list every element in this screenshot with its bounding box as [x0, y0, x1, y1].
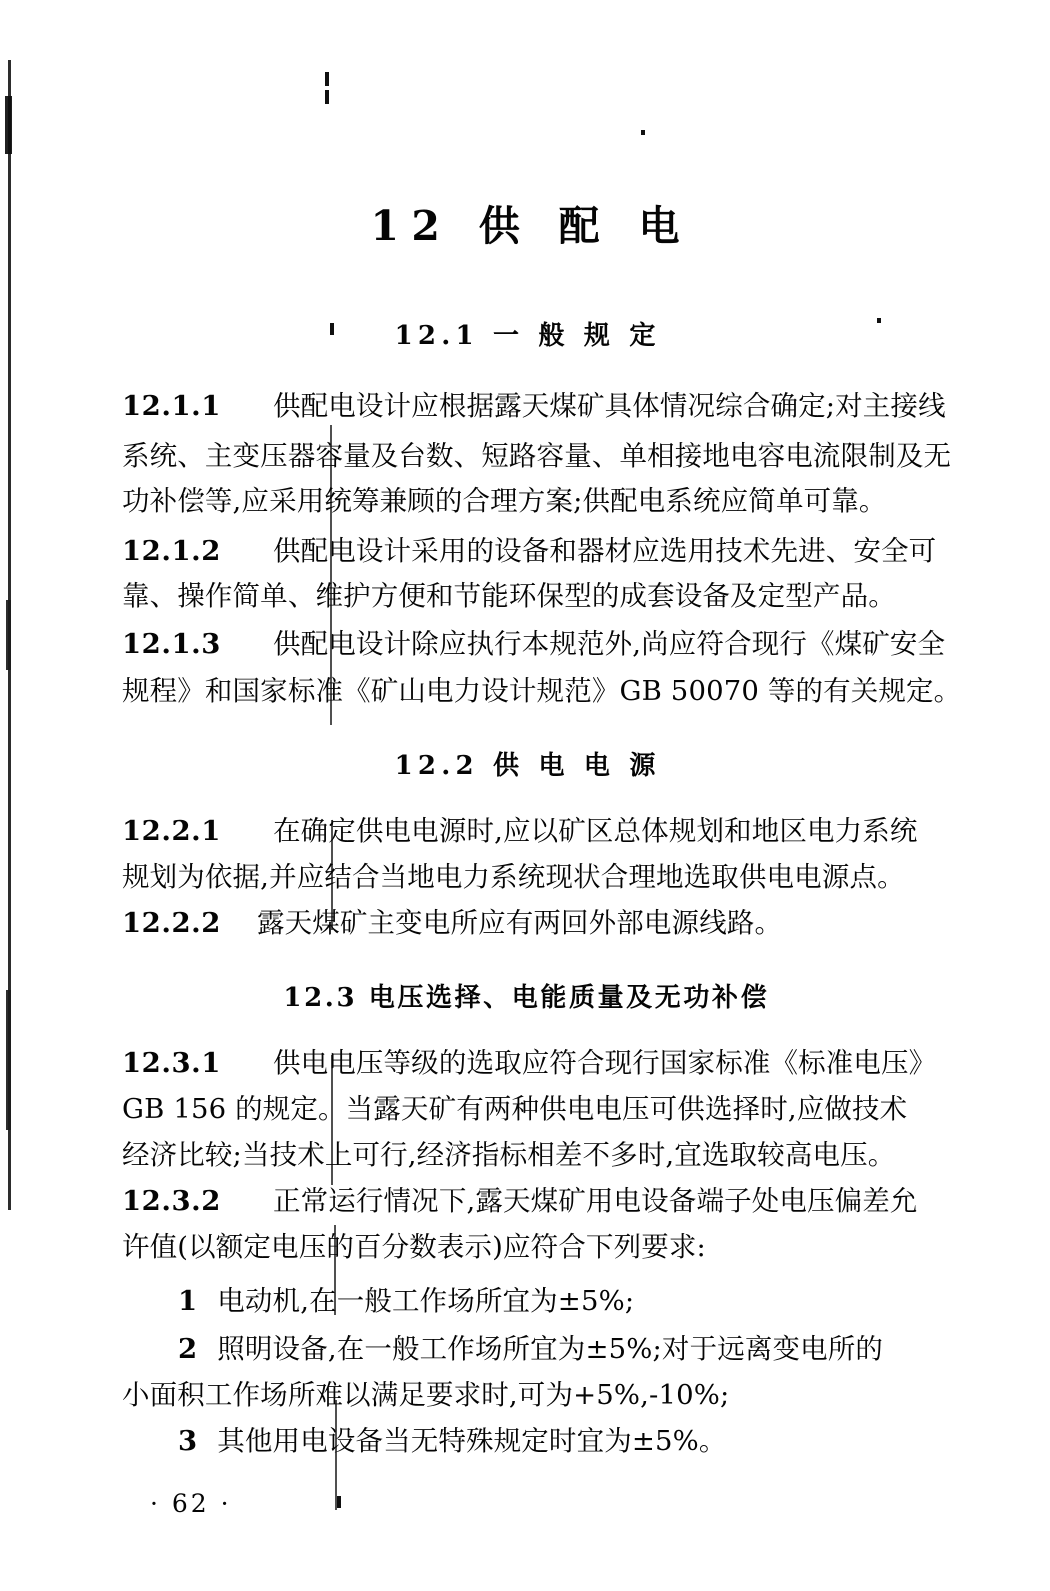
clause-12-1-3-line-1 — [122, 628, 946, 660]
scan-binding-edge-artifact-segment — [6, 600, 11, 670]
clause-text: 供配电设计应根据露天煤矿具体情况综合确定;对主接线 — [273, 390, 946, 422]
clause-text: GB 156 的规定。当露天矿有两种供电电压可供选择时,应做技术 — [122, 1093, 908, 1125]
list-item-continuation — [122, 1379, 937, 1411]
clause-text: 规划为依据,并应结合当地电力系统现状合理地选取供电电源点。 — [122, 861, 905, 893]
clause-number: 12.2.1 — [122, 815, 221, 847]
list-item — [122, 1285, 937, 1317]
scan-tick-artifact — [325, 90, 329, 104]
clause-text: 规程》和国家标准《矿山电力设计规范》GB 50070 等的有关规定。 — [122, 675, 962, 707]
clause-number: 12.3.1 — [122, 1047, 221, 1079]
clause-number: 12.1.1 — [122, 390, 221, 422]
clause-text: 露天煤矿主变电所应有两回外部电源线路。 — [257, 907, 783, 939]
clause-12-1-1-line-1 — [122, 390, 946, 422]
scan-speck-artifact — [641, 130, 645, 135]
page-number-footer: · 62 · — [150, 1489, 232, 1518]
list-item-text: 小面积工作场所难以满足要求时,可为+5%,-10%; — [122, 1379, 730, 1411]
section-heading-12-3: 12.3 电压选择、电能质量及无功补偿 — [283, 983, 770, 1013]
clause-number: 12.1.2 — [122, 535, 221, 567]
section-heading-12-1: 12.1 一 般 规 定 — [394, 321, 661, 351]
list-item-text: 电动机,在一般工作场所宜为±5%; — [217, 1285, 635, 1317]
clause-number: 12.1.3 — [122, 628, 221, 660]
scan-binding-edge-artifact-segment — [5, 96, 12, 154]
clause-number: 12.3.2 — [122, 1185, 221, 1217]
clause-12-1-1-line-3 — [122, 485, 937, 517]
clause-12-3-2-line-1 — [122, 1185, 937, 1217]
clause-text: 经济比较;当技术上可行,经济指标相差不多时,宜选取较高电压。 — [122, 1139, 896, 1171]
scan-tick-artifact — [325, 72, 329, 86]
clause-12-2-1-line-2 — [122, 861, 937, 893]
list-item-marker: 2 — [178, 1333, 198, 1365]
clause-12-3-1-line-2 — [122, 1093, 937, 1125]
clause-12-3-1-line-3 — [122, 1139, 937, 1171]
list-item-text: 照明设备,在一般工作场所宜为±5%;对于远离变电所的 — [217, 1333, 884, 1365]
scan-tick-artifact — [337, 1496, 341, 1508]
list-item — [122, 1333, 937, 1365]
clause-12-3-1-line-1 — [122, 1047, 937, 1079]
clause-text: 系统、主变压器容量及台数、短路容量、单相接地电容电流限制及无 — [122, 440, 952, 472]
clause-12-1-2-line-1 — [122, 535, 937, 567]
clause-text: 靠、操作简单、维护方便和节能环保型的成套设备及定型产品。 — [122, 580, 896, 612]
clause-12-3-2-line-2 — [122, 1231, 937, 1263]
clause-number: 12.2.2 — [122, 907, 221, 939]
clause-12-1-3-line-2 — [122, 675, 962, 707]
list-item-marker: 3 — [178, 1425, 198, 1457]
section-heading-12-2: 12.2 供 电 电 源 — [394, 751, 661, 781]
clause-text: 许值(以额定电压的百分数表示)应符合下列要求: — [122, 1231, 706, 1263]
list-item-text: 其他用电设备当无特殊规定时宜为±5%。 — [217, 1425, 727, 1457]
clause-text: 供配电设计采用的设备和器材应选用技术先进、安全可 — [273, 535, 937, 567]
clause-text: 正常运行情况下,露天煤矿用电设备端子处电压偏差允 — [273, 1185, 918, 1217]
clause-12-1-2-line-2 — [122, 580, 937, 612]
clause-text: 供电电压等级的选取应符合现行国家标准《标准电压》 — [273, 1047, 937, 1079]
page-title: 12 供 配 电 — [370, 202, 692, 250]
clause-text: 在确定供电电源时,应以矿区总体规划和地区电力系统 — [273, 815, 918, 847]
clause-12-2-1-line-1 — [122, 815, 937, 847]
clause-12-2-2-line-1 — [122, 907, 937, 939]
clause-text: 供配电设计除应执行本规范外,尚应符合现行《煤矿安全 — [273, 628, 946, 660]
clause-text: 功补偿等,应采用统筹兼顾的合理方案;供配电系统应简单可靠。 — [122, 485, 887, 517]
list-item — [122, 1425, 937, 1457]
clause-12-1-1-line-2 — [122, 440, 952, 472]
list-item-marker: 1 — [178, 1285, 198, 1317]
